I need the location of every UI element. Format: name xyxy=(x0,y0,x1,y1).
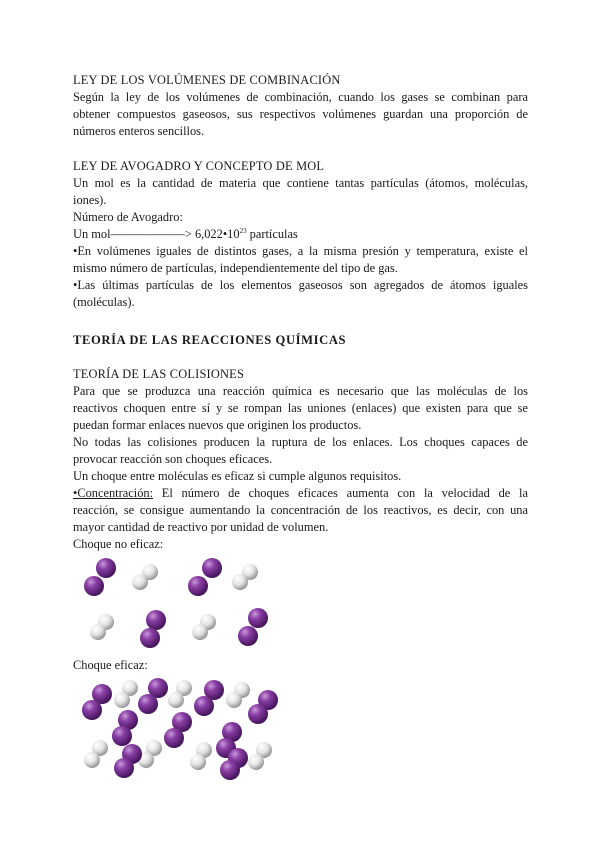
i2-molecule xyxy=(164,712,192,748)
molecules-no-eficaz-figure xyxy=(74,558,294,658)
concentracion-label: •Concentración: xyxy=(73,486,154,500)
bullet-line: •En volúmenes iguales de distintos gases, a la misma presión y temperatura, existe el xyxy=(73,244,528,258)
molecules-no-eficaz xyxy=(74,558,294,658)
concentracion-line xyxy=(73,485,528,502)
paragraph-line: obtener compuestos gaseosos, sus respectivos volúmenes guardan una proporción de xyxy=(73,107,528,121)
mol-suffix: partículas xyxy=(246,227,298,241)
h2-molecule xyxy=(248,742,272,770)
heading-avogadro: LEY DE AVOGADRO Y CONCEPTO DE MOL xyxy=(73,159,325,173)
i2-molecule xyxy=(82,684,112,720)
h2-molecule xyxy=(90,614,114,640)
paragraph-line: números enteros sencillos. xyxy=(73,124,205,138)
h2-molecule xyxy=(192,614,216,640)
i2-molecule xyxy=(194,680,224,716)
paragraph-line: Un choque entre moléculas es eficaz si cumple algunos requisitos. xyxy=(73,469,402,483)
mol-exponent: 23 xyxy=(239,227,247,235)
h2-molecule xyxy=(168,680,192,708)
bullet-line: •Las últimas partículas de los elementos gaseosos son agregados de átomos iguales xyxy=(73,278,528,292)
i2-molecule xyxy=(140,610,166,648)
paragraph-line: Para que se produzca una reacción química es necesario que las moléculas de los xyxy=(73,384,528,398)
paragraph-line: No todas las colisiones producen la ruptura de los enlaces. Los choques capaces de xyxy=(73,435,528,449)
h2-molecule xyxy=(114,680,138,708)
i2-molecule xyxy=(114,744,142,778)
concentracion-text: El número de choques eficaces aumenta con la velocidad de la xyxy=(153,486,528,500)
mol-definition xyxy=(73,226,528,243)
bullet-line: mismo número de partículas, independientemente del tipo de gas. xyxy=(73,261,398,275)
title-reacciones: TEORÍA DE LAS REACCIONES QUÍMICAS xyxy=(73,333,347,347)
molecules-eficaz xyxy=(74,676,284,780)
paragraph-line: puedan formar enlaces nuevos que originen los productos. xyxy=(73,418,362,432)
section-avogadro xyxy=(73,158,528,311)
section-colisiones xyxy=(73,366,528,553)
mol-prefix: Un mol——————> 6,022•10 xyxy=(73,227,240,241)
avogadro-number-label: Número de Avogadro: xyxy=(73,210,183,224)
paragraph-line: reacción, se consigue aumentando la concentración de los reactivos, es decir, con una xyxy=(73,503,528,517)
h2-molecule xyxy=(84,740,108,768)
i2-molecule xyxy=(138,678,168,714)
h2-molecule xyxy=(190,742,212,770)
molecules-eficaz-figure xyxy=(74,676,284,780)
h2-molecule xyxy=(232,564,258,590)
i2-molecule xyxy=(238,608,268,646)
bullet-line: (moléculas). xyxy=(73,295,135,309)
h2-molecule xyxy=(132,564,158,590)
i2-molecule xyxy=(84,558,116,596)
heading-colisiones: TEORÍA DE LAS COLISIONES xyxy=(73,367,245,381)
choque-eficaz-label: Choque eficaz: xyxy=(73,658,148,672)
paragraph-line: Un mol es la cantidad de materia que contiene tantas partículas (átomos, moléculas, xyxy=(73,176,528,190)
section-volumenes xyxy=(73,72,528,140)
paragraph-line: mayor cantidad de reactivo por unidad de volumen. xyxy=(73,520,329,534)
choque-no-eficaz-label: Choque no eficaz: xyxy=(73,537,164,551)
paragraph-line: reactivos choquen entre sí y se rompan las uniones (enlaces) que existen para que se xyxy=(73,401,528,415)
i2-molecule xyxy=(112,710,138,746)
paragraph-line: provocar reacción son choques eficaces. xyxy=(73,452,273,466)
paragraph-line: Según la ley de los volúmenes de combinación, cuando los gases se combinan para xyxy=(73,90,528,104)
h2-molecule xyxy=(226,682,250,708)
paragraph-line: iones). xyxy=(73,193,107,207)
i2-molecule xyxy=(188,558,222,596)
heading-volumenes: LEY DE LOS VOLÚMENES DE COMBINACIÓN xyxy=(73,73,341,87)
i2-molecule xyxy=(248,690,278,724)
